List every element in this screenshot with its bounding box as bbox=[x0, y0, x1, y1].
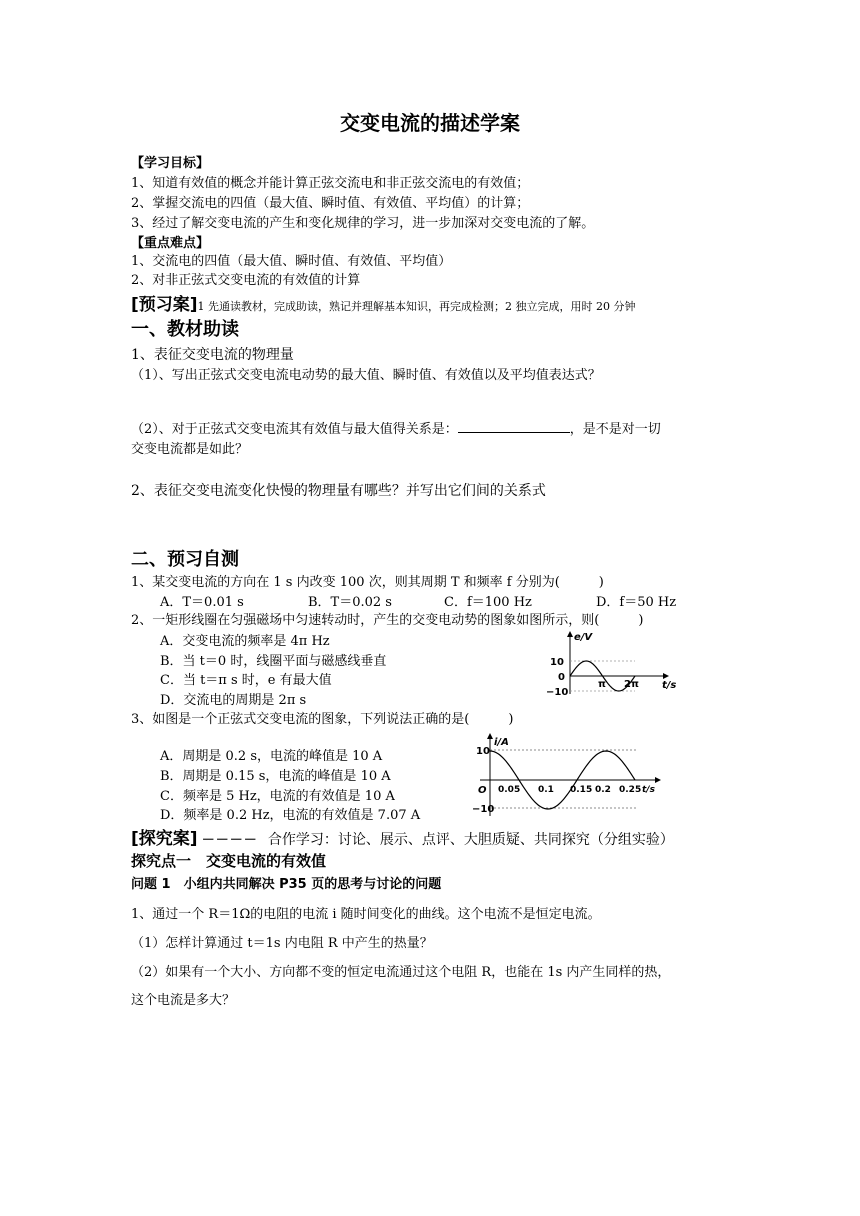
emf-graph bbox=[540, 628, 690, 698]
problem2-option-d: D．交流电的周期是 2π s bbox=[160, 693, 307, 708]
goal-item: 3、经过了解交变电流的产生和变化规律的学习，进一步加深对交变电流的了解。 bbox=[131, 216, 595, 231]
problem2-option-c: C．当 t＝π s 时，e 有最大值 bbox=[160, 673, 332, 688]
problem3-option-b: B．周期是 0.15 s，电流的峰值是 10 A bbox=[160, 769, 391, 784]
section1-q1: 1、表征交变电流的物理量 bbox=[131, 347, 294, 363]
current-x-tick: 0.15 bbox=[570, 785, 593, 795]
problem3-option-a: A．周期是 0.2 s，电流的峰值是 10 A bbox=[160, 749, 383, 764]
emf-y-bottom: −10 bbox=[546, 687, 569, 698]
explore-text2: （1）怎样计算通过 t＝1s 内电阻 R 中产生的热量？ bbox=[131, 936, 433, 951]
section1-q1b-line2: 交变电流都是如此？ bbox=[131, 442, 249, 457]
emf-xlabel: t/s bbox=[662, 680, 677, 691]
explore-point1: 探究点一 交变电流的有效值 bbox=[131, 852, 327, 870]
problem2-option-a: A．交变电流的频率是 4π Hz bbox=[160, 634, 330, 649]
section1-q1b: （2）、对于正弦式交变电流其有效值与最大值得关系是： ，是不是对一切 bbox=[131, 422, 661, 437]
emf-x-2pi: 2π bbox=[624, 679, 639, 690]
explore-text4: 这个电流是多大？ bbox=[131, 993, 236, 1008]
current-x-tick: 0.05 bbox=[498, 785, 521, 795]
section1-q2: 2、表征交变电流变化快慢的物理量有哪些？并写出它们间的关系式 bbox=[131, 483, 546, 499]
problem1-option-b: B．T＝0.02 s bbox=[308, 595, 392, 610]
explore-problem1: 问题 1 小组内共同解决 P35 页的思考与讨论的问题 bbox=[131, 877, 442, 892]
key-header: 【重点难点】 bbox=[131, 236, 210, 251]
explore-dashes: －－－－ bbox=[201, 833, 258, 848]
emf-ylabel: e/V bbox=[574, 632, 593, 643]
current-y-bottom: −10 bbox=[472, 804, 495, 815]
explore-note: 合作学习：讨论、展示、点评、大胆质疑、共同探究（分组实验） bbox=[267, 832, 674, 848]
problem1-option-a: A．T＝0.01 s bbox=[160, 595, 244, 610]
explore-label: [探究案] bbox=[131, 829, 198, 849]
problem1-option-c: C．f＝100 Hz bbox=[444, 595, 532, 610]
current-x-tick: 0.1 bbox=[538, 785, 554, 795]
emf-y-top: 10 bbox=[550, 657, 564, 668]
explore-line bbox=[131, 824, 674, 849]
section2-title: 二、预习自测 bbox=[131, 549, 239, 570]
problem2-option-b: B．当 t＝0 时，线圈平面与磁感线垂直 bbox=[160, 654, 387, 669]
explore-text1: 1、通过一个 R＝1Ω的电阻的电流 i 随时间变化的曲线。这个电流不是恒定电流。 bbox=[131, 907, 601, 922]
problem1-option-d: D．f＝50 Hz bbox=[596, 595, 677, 610]
key-item: 1、交流电的四值（最大值、瞬时值、有效值、平均值） bbox=[131, 254, 452, 269]
goals-header: 【学习目标】 bbox=[131, 156, 210, 171]
explore-text3: （2）如果有一个大小、方向都不变的恒定电流通过这个电阻 R，也能在 1s 内产生同样的热， bbox=[131, 965, 671, 980]
answer-blank[interactable] bbox=[458, 420, 570, 433]
goal-item: 2、掌握交流电的四值（最大值、瞬时值、有效值、平均值）的计算； bbox=[131, 196, 530, 211]
section1-q1a: （1）、写出正弦式交变电流电动势的最大值、瞬时值、有效值以及平均值表达式？ bbox=[131, 368, 601, 383]
problem3-stem: 3、如图是一个正弦式交变电流的图象，下列说法正确的是( ) bbox=[131, 712, 514, 727]
goal-item: 1、知道有效值的概念并能计算正弦交流电和非正弦交流电的有效值； bbox=[131, 176, 530, 191]
problem2-stem: 2、一矩形线圈在匀强磁场中匀速转动时，产生的交变电动势的图象如图所示，则( ) bbox=[131, 613, 644, 628]
problem3-option-d: D．频率是 0.2 Hz，电流的有效值是 7.07 A bbox=[160, 808, 421, 823]
current-origin: O bbox=[478, 785, 487, 796]
preview-line bbox=[131, 290, 636, 315]
page-title: 交变电流的描述学案 bbox=[340, 111, 520, 135]
section1-title: 一、教材助读 bbox=[131, 319, 239, 340]
current-graph bbox=[468, 732, 668, 818]
emf-x-pi: π bbox=[598, 679, 606, 690]
preview-label: [预习案] bbox=[131, 295, 198, 315]
key-item: 2、对非正弦式交变电流的有效值的计算 bbox=[131, 273, 361, 288]
current-x-tick: 0.25 bbox=[619, 785, 642, 795]
current-xlabel: t/s bbox=[642, 785, 655, 795]
current-y-top: 10 bbox=[476, 746, 490, 757]
current-x-tick: 0.2 bbox=[595, 785, 611, 795]
problem1-stem: 1、某交变电流的方向在 1 s 内改变 100 次，则其周期 T 和频率 f 分别为( ) bbox=[131, 575, 604, 590]
preview-note: 1 先通读教材，完成助读，熟记并理解基本知识，再完成检测；2 独立完成，用时 20 分钟 bbox=[197, 300, 636, 313]
problem3-option-c: C．频率是 5 Hz，电流的有效值是 10 A bbox=[160, 789, 395, 804]
emf-y-zero: 0 bbox=[558, 672, 565, 683]
current-ylabel: i/A bbox=[494, 737, 509, 748]
